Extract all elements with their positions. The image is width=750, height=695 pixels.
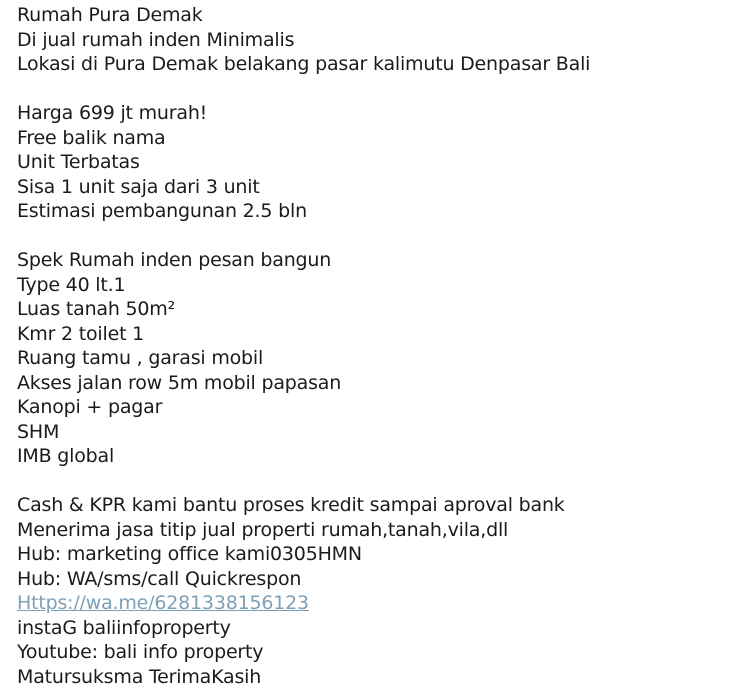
blank-line	[17, 77, 742, 102]
financing-text: Cash & KPR kami bantu proses kredit sampai aproval bank	[17, 494, 565, 516]
blank-line	[17, 469, 742, 494]
canopy-fence-text: Kanopi + pagar	[17, 396, 163, 418]
road-access-text: Akses jalan row 5m mobil papasan	[17, 371, 342, 394]
message-body	[17, 3, 742, 689]
price-text: Harga 699 jt murah!	[17, 102, 208, 124]
living-room-garage-text: Ruang tamu , garasi mobil	[17, 347, 264, 369]
location-text: Lokasi di Pura Demak belakang pasar kalimutu Denpasar Bali	[17, 53, 591, 75]
build-estimate-text: Estimasi pembangunan 2.5 bln	[17, 200, 307, 222]
instagram-text: instaG baliinfoproperty	[17, 616, 231, 639]
free-transfer-text: Free balik nama	[17, 126, 166, 149]
contact-channels-text: Hub: WA/sms/call Quickrespon	[17, 567, 302, 590]
wa-link-row	[17, 591, 742, 616]
message-text-line: Di jual rumah inden Minimalis	[17, 28, 295, 51]
closing-text: Matursuksma TerimaKasih	[17, 665, 262, 688]
message-title: Rumah Pura Demak	[17, 4, 203, 26]
spec-heading: Spek Rumah inden pesan bangun	[17, 249, 332, 271]
land-area-text: Luas tanah 50m²	[17, 298, 176, 320]
limited-units-text: Unit Terbatas	[17, 151, 140, 173]
house-type-text: Type 40 lt.1	[17, 273, 126, 296]
certificate-text: SHM	[17, 420, 60, 443]
youtube-text: Youtube: bali info property	[17, 641, 264, 663]
remaining-units-text: Sisa 1 unit saja dari 3 unit	[17, 175, 260, 198]
office-contact-text: Hub: marketing office kami0305HMN	[17, 543, 362, 565]
whatsapp-link[interactable]: Https://wa.me/6281338156123	[17, 592, 309, 614]
consignment-text: Menerima jasa titip jual properti rumah,tanah,vila,dll	[17, 518, 509, 541]
rooms-text: Kmr 2 toilet 1	[17, 322, 145, 345]
permit-text: IMB global	[17, 445, 115, 467]
blank-line	[17, 224, 742, 249]
